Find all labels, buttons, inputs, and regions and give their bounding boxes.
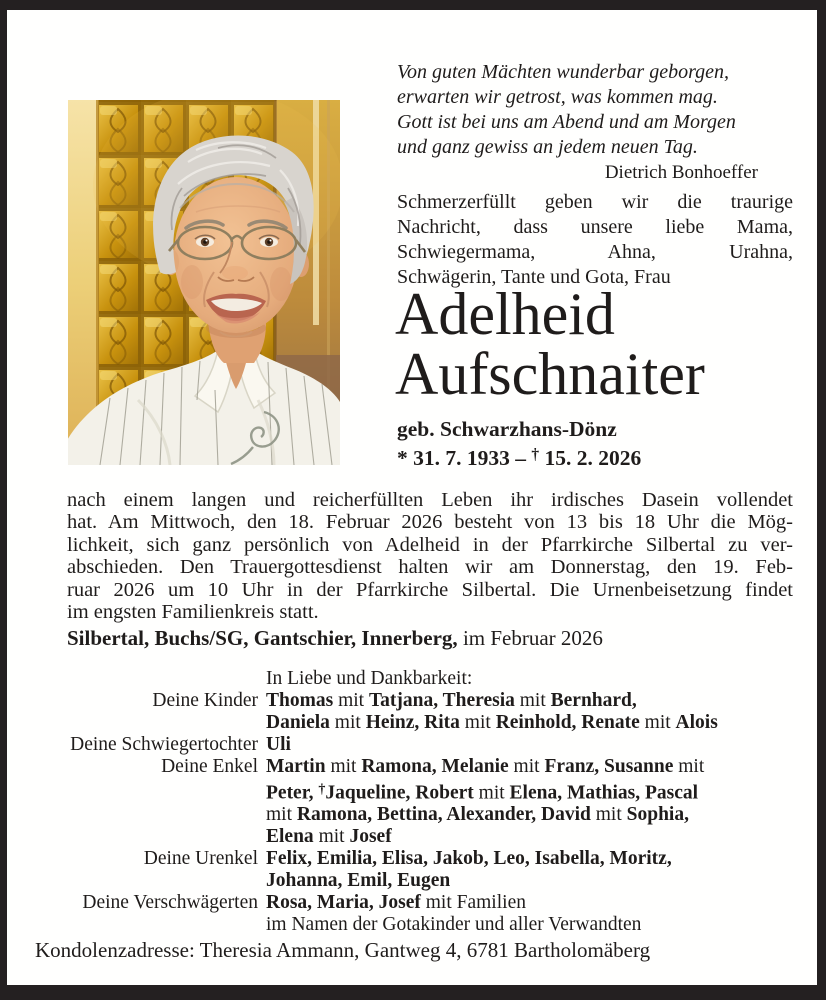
maiden-name: geb. Schwarzhans-Dönz [397,417,617,441]
location-date-line: Silbertal, Buchs/SG, Gantschier, Innerberg, im Februar 2026 [67,626,603,650]
opening-quote-block [397,60,793,185]
family-heading: In Liebe und Dankbarkeit: [266,668,473,689]
portrait-photo [68,100,340,465]
family-row-kinder [35,690,795,734]
quote-text: Von guten Mächten wunderbar geborgen, erwarten wir getrost, was kommen mag. Gott ist bei uns am Abend und am Morgen und ganz gewiss an jedem neuen Tag. [397,61,736,158]
quote-attribution: Dietrich Bonhoeffer [604,162,758,183]
portrait-illustration [68,100,340,465]
obituary-card [7,10,817,985]
family-row-verschwaegerte [35,892,795,936]
family-names-schwiegertochter: Uli [266,734,291,755]
family-label-schwiegertochter: Deine Schwiegertochter [70,734,258,755]
condolence-address-line: Kondolenzadresse: Theresia Ammann, Gantweg 4, 6781 Bartholomäberg [35,938,651,962]
family-label-urenkel: Deine Urenkel [143,848,258,870]
family-label-verschwaegerte: Deine Verschwägerten [82,892,258,914]
family-names-urenkel: Felix, Emilia, Elisa, Jakob, Leo, Isabella, Moritz, Johanna, Emil, Eugen [266,848,672,892]
family-section [35,668,795,936]
family-names-enkel: Martin mit Ramona, Melanie mit Franz, Susanne mit Peter, †Jaqueline, Robert mit Elena, Mathias, Pascal mit Ramona, Bettina, Alexander, David mit Sophia, Elena mit Josef [266,756,705,848]
family-row-schwiegertochter [35,734,795,756]
life-dates: * 31. 7. 1933 – † 15. 2. 2026 [397,445,642,470]
announcement-intro: Schmerzerfüllt geben wir die traurige Nachricht, dass unsere liebe Mama, Schwiegermama, Ahna, Urahna, Schwägerin, Tante und Gota, Frau [397,191,793,288]
family-label-enkel: Deine Enkel [161,756,258,777]
deceased-name: Adelheid Aufschnaiter [395,281,705,407]
announcement-body: nach einem langen und reicherfüllten Leben ihr irdisches Dasein vollendet hat. Am Mittwoch, den 18. Februar 2026 besteht von 13 bis 18 Uhr die Mög- lichkeit, sich ganz persönlich von Adelheid in der Pfarrkirche Silbertal zu ver- abschieden. Den Trauergottesdienst halten wir am Donnerstag, den 19. Feb- ruar 2026 um 10 Uhr in der Pfarrkirche Silbertal. Die Urnenbeisetzung findet im engsten Familienkreis statt. [67,489,793,624]
family-heading-row [35,668,795,690]
family-names-verschwaegerte: Rosa, Maria, Josef mit Familien im Namen der Gotakinder und aller Verwandten [266,892,642,936]
family-names-kinder: Thomas mit Tatjana, Theresia mit Bernhard, Daniela mit Heinz, Rita mit Reinhold, Renate mit Alois [266,690,718,733]
family-label-kinder: Deine Kinder [152,690,258,711]
family-row-enkel [35,756,795,848]
family-row-urenkel [35,848,795,892]
